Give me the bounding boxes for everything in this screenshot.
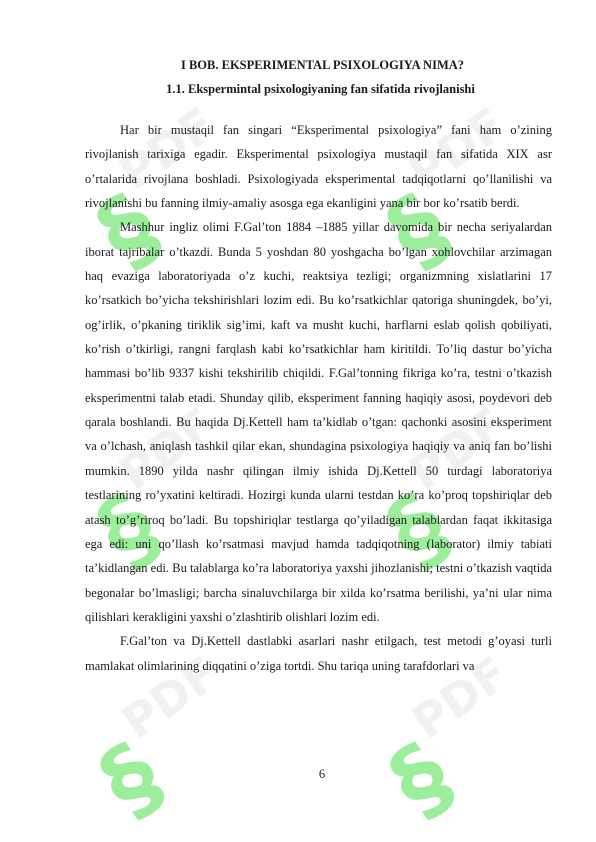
paragraph: F.Gal’ton va Dj.Kettell dastlabki asarlari nashr etilgach, test metodi g’oyasi turli mamlakat olimlarining diqqatini o’ziga tortdi. Shu tariqa uning tarafdorlari va — [85, 634, 552, 673]
page-number: 6 — [318, 767, 326, 781]
svg-text:§: § — [78, 173, 178, 288]
svg-text:PDF: PDF — [402, 645, 518, 750]
section-title: 1.1. Ekspermintal psixologiyaning fan sifatida rivojlanishi — [166, 82, 475, 96]
svg-text:§: § — [368, 473, 468, 588]
page-content — [85, 55, 552, 678]
chapter-title: I BOB. EKSPERIMENTAL PSIXOLOGIYA NIMA? — [180, 58, 465, 72]
body-text — [85, 118, 552, 678]
svg-text:PDF: PDF — [399, 96, 516, 201]
svg-text:PDF: PDF — [112, 645, 228, 750]
svg-text:§: § — [78, 473, 178, 588]
svg-text:PDF: PDF — [399, 396, 516, 501]
svg-text:PDF: PDF — [109, 396, 226, 501]
paragraph: Mashhur ingliz olimi F.Gal’ton 1884 –1885 yillar davomida bir necha seriyalardan iborat tajribalar o’tkazdi. Bunda 5 yoshdan 80 yoshgacha bo’lgan xohlovchilar arzimagan haq evaziga laboratoriyada o’z kuchi, reaktsiya tezligi; organizmning xislatlarini 17 ko’rsatkich bo’yicha tekshirishlari lozim edi. Bu ko’rsatkichlar qatoriga shuningdek, bo’yi, og’irlik, o’pkaning tiriklik sig’imi, kaft va musht kuchi, harflarni eslab qolish qobiliyati, ko’rish o’tkirligi, rangni farqlash kabi ko’rsatkichlar ham kiritildi. To’liq dastur bo’yicha hammasi bo’lib 9337 kishi tekshirilib chiqildi. F.Gal’tonning fikriga ko’ra, testni o’tkazish eksperimentni talab etadi. Shunday qilib, eksperiment fanning haqiqiy asosi, poydevori deb qarala boshlandi. Bu haqida Dj.Kettell ham ta’kidlab o’tgan: qachonki asosini eksperiment va o’lchash, aniqlash tashkil qilar ekan, shundagina psixologiya haqiqiy va aniq fan bo’lishi mumkin. 1890 yilda nashr qilingan ilmiy ishida Dj.Kettell 50 turdagi laboratoriya testlarining ro’yxatini keltiradi. Hozirgi kunda ularni testdan ko’ra ko’proq topshiriqlar deb atash to’g’riroq bo’ladi. Bu topshiriqlar testlarga qo’yiladigan talablardan faqat ikkitasiga ega edi: uni qo’llash ko’rsatmasi mavjud hamda tadqiqotning (laborator) ilmiy tabiati ta’kidlangan edi. Bu talablarga ko’ra laboratoriya yaxshi jihozlanishi; testni o’tkazish vaqtida begonalar bo’lmasligi; barcha sinaluvchilarga bir xilda ko’rsatma berilishi, ya’ni ular nima qilishlari kerakligini yaxshi o’zlashtirib olishlari lozim edi. — [85, 220, 552, 624]
paragraph: Har bir mustaqil fan singari “Eksperimental psixologiya” fani ham o’zining rivojlanish tarixiga egadir. Eksperimental psixologiya mustaqil fan sifatida XIX asr o’rtalarida rivojlana boshladi. Psixologiyada eksperimental tadqiqotlarni qo’llanilishi va rivojlanishi bu fanning ilmiy-amaliy asosga ega ekanligini yana bir bor ko’rsatib berdi. — [85, 123, 552, 211]
svg-text:PDF: PDF — [109, 96, 226, 201]
svg-text:§: § — [371, 722, 471, 837]
svg-text:§: § — [81, 722, 181, 837]
svg-text:§: § — [368, 173, 468, 288]
